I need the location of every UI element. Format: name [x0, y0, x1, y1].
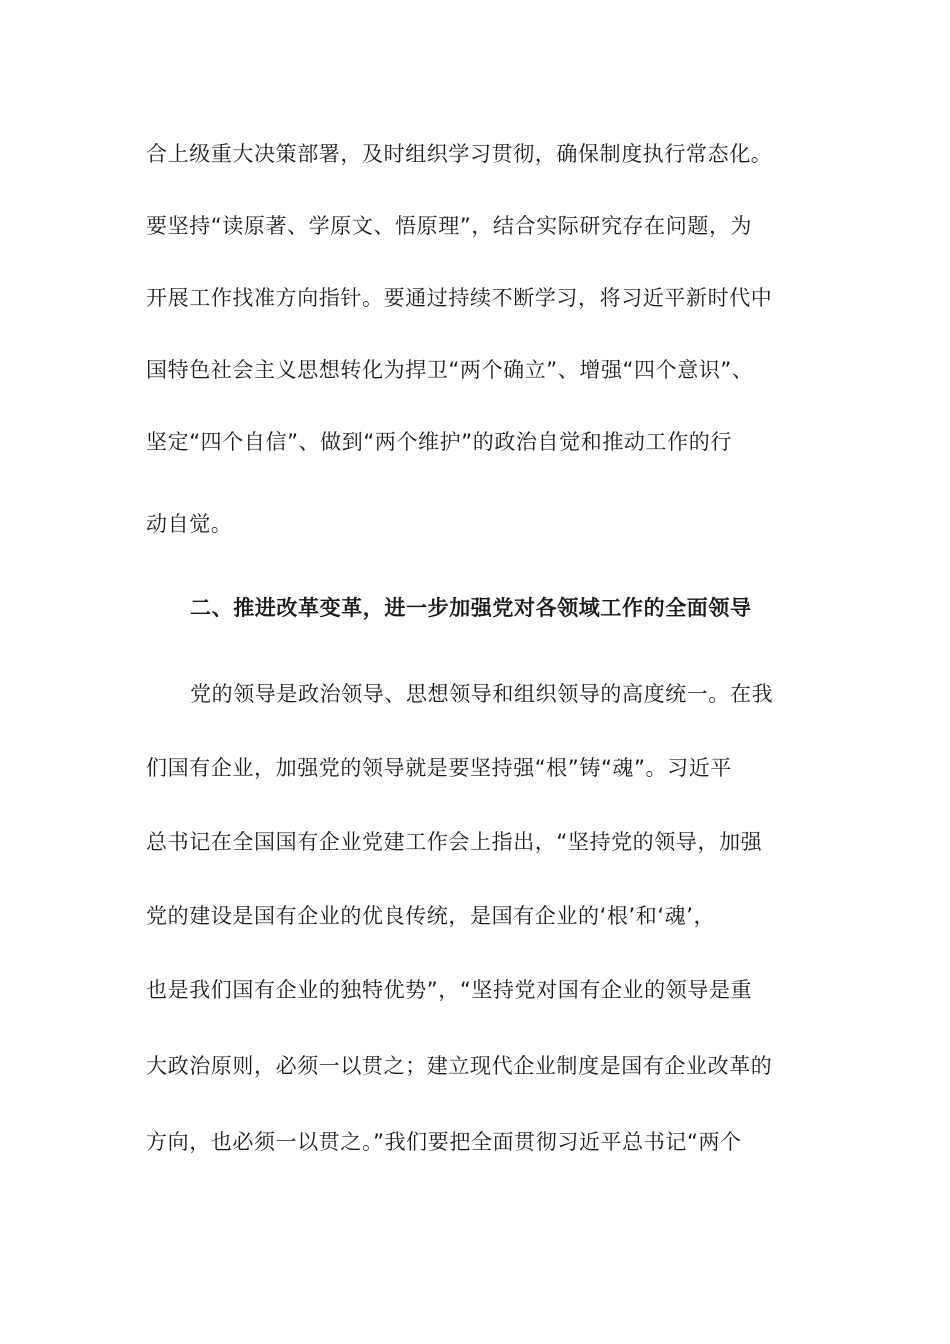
paragraph-line: 国特色社会主义思想转化为捍卫“两个确立”、增强“四个意识”、 [146, 358, 754, 382]
paragraph-line: 大政治原则，必须一以贯之；建立现代企业制度是国有企业改革的 [146, 1054, 773, 1078]
paragraph-line: 开展工作找准方向指针。要通过持续不断学习，将习近平新时代中 [146, 286, 773, 310]
paragraph-line: 动自觉。 [146, 512, 233, 536]
paragraph-line: 党的建设是国有企业的优良传统，是国有企业的‘根’和‘魂’， [146, 904, 716, 928]
paragraph-line: 党的领导是政治领导、思想领导和组织领导的高度统一。在我 [190, 682, 774, 706]
paragraph-line: 要坚持“读原著、学原文、悟原理”，结合实际研究存在问题，为 [146, 214, 753, 238]
section-heading: 二、推进改革变革，进一步加强党对各领域工作的全面领导 [190, 596, 752, 620]
paragraph-line: 也是我们国有企业的独特优势”，“坚持党对国有企业的领导是重 [146, 978, 753, 1002]
paragraph-line: 坚定“四个自信”、做到“两个维护”的政治自觉和推动工作的行 [146, 430, 732, 454]
paragraph-line: 总书记在全国国有企业党建工作会上指出，“坚持党的领导，加强 [146, 830, 763, 854]
paragraph-line: 方向，也必须一以贯之。”我们要把全面贯彻习近平总书记“两个 [146, 1130, 742, 1154]
paragraph-line: 们国有企业，加强党的领导就是要坚持强“根”铸“魂”。习近平 [146, 756, 732, 780]
paragraph-line: 合上级重大决策部署，及时组织学习贯彻，确保制度执行常态化。 [146, 142, 773, 166]
